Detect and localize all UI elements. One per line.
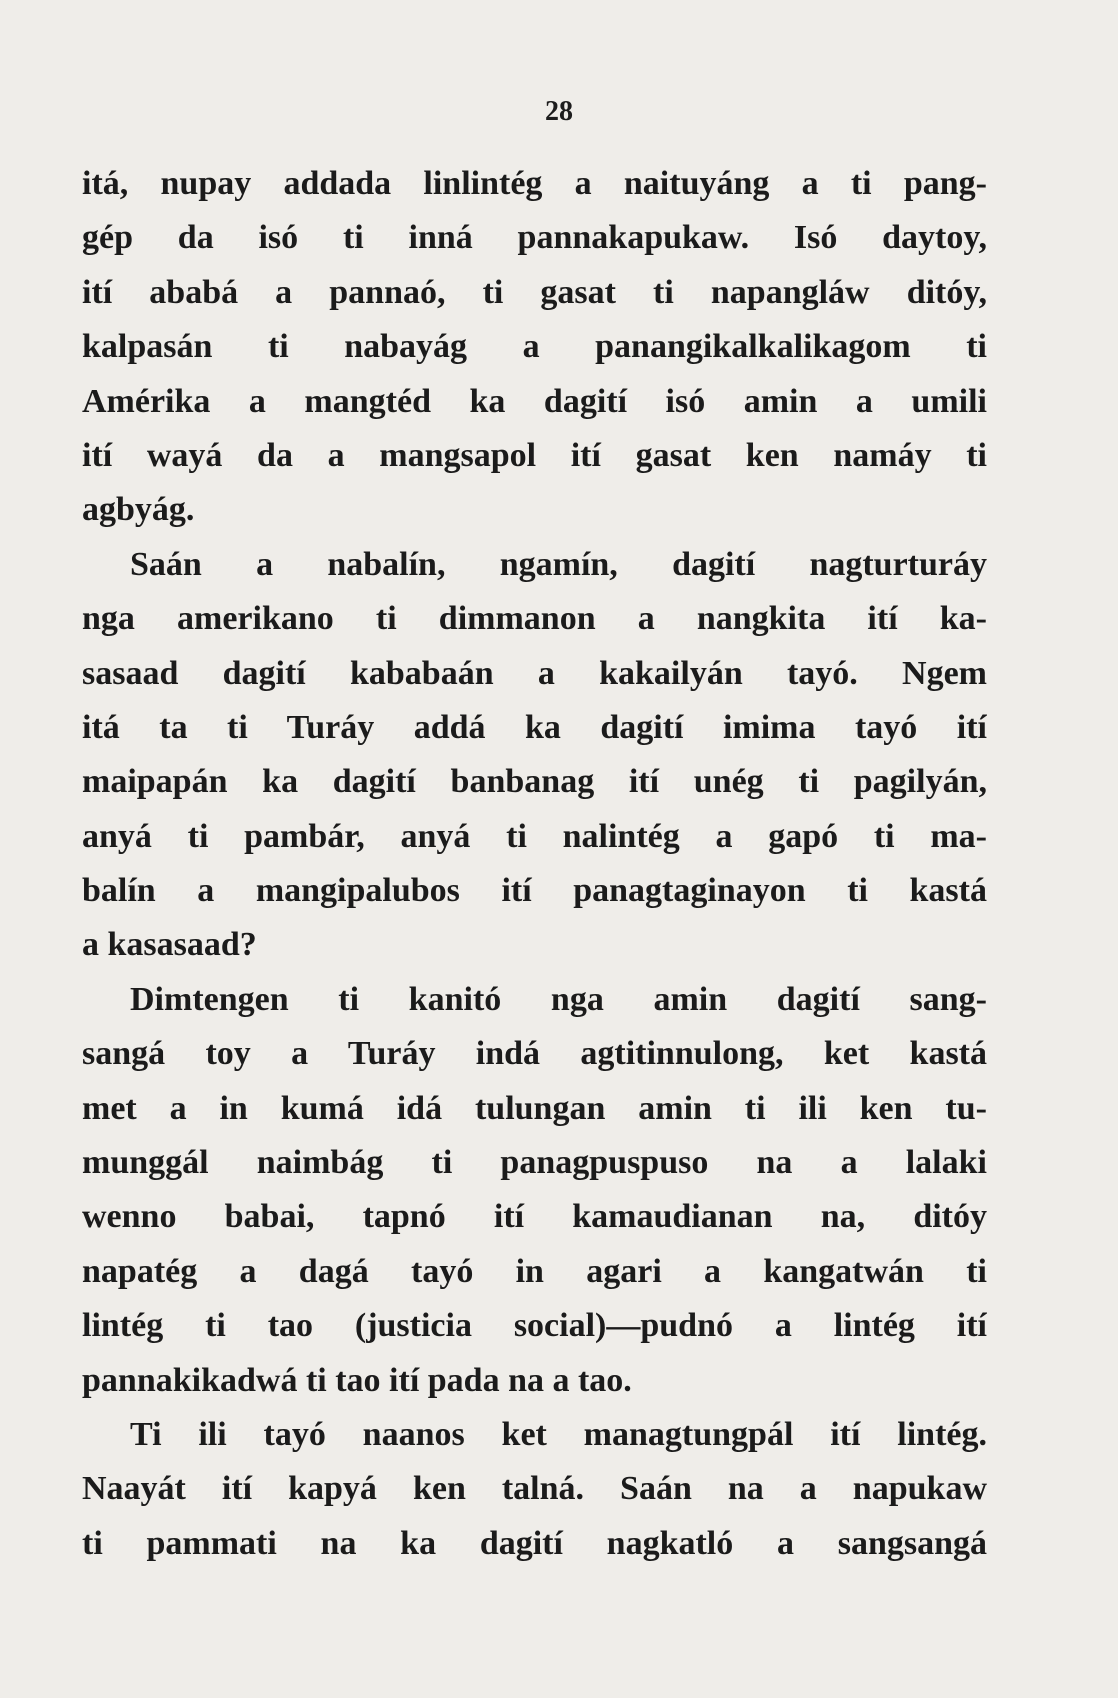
text-line: sasaad dagití kababaán a kakailyán tayó. Ngem	[82, 654, 987, 692]
text-line: itá ta ti Turáy addá ka dagití imima tayó ití	[82, 708, 987, 746]
paragraph-3	[82, 973, 987, 1408]
text-line: maipapán ka dagití banbanag ití unég ti pagilyán,	[82, 763, 987, 801]
text-line: a kasasaad?	[82, 926, 257, 964]
text-line: agbyág.	[82, 491, 195, 529]
text-line: kalpasán ti nabayág a panangikalkalikagom ti	[82, 328, 987, 366]
body-text	[82, 157, 987, 1571]
paragraph-2	[82, 538, 987, 973]
text-line: Amérika a mangtéd ka dagití isó amin a umili	[82, 382, 987, 420]
text-line: Naayát ití kapyá ken talná. Saán na a napukaw	[82, 1470, 987, 1508]
text-line: gép da isó ti inná pannakapukaw. Isó daytoy,	[82, 219, 987, 257]
paragraph-1	[82, 157, 987, 538]
text-line: itá, nupay addada linlintég a naituyáng a ti pang-	[82, 165, 987, 202]
text-line: ti pammati na ka dagití nagkatló a sangsangá	[82, 1524, 987, 1562]
text-line: sangá toy a Turáy indá agtitinnulong, ket kastá	[82, 1035, 987, 1073]
text-line: lintég ti tao (justicia social)—pudnó a lintég ití	[82, 1307, 987, 1345]
paragraph-4	[82, 1408, 987, 1571]
text-line: wenno babai, tapnó ití kamaudianan na, ditóy	[82, 1198, 987, 1236]
text-line: Ti ili tayó naanos ket managtungpál ití lintég.	[130, 1415, 987, 1453]
text-line: anyá ti pambár, anyá ti nalintég a gapó ti ma-	[82, 817, 987, 855]
text-line: balín a mangipalubos ití panagtaginayon ti kastá	[82, 872, 987, 910]
text-line: nga amerikano ti dimmanon a nangkita ití ka-	[82, 600, 987, 638]
text-line: napatég a dagá tayó in agari a kangatwán ti	[82, 1252, 987, 1290]
text-line: Dimtengen ti kanitó nga amin dagití sang-	[130, 980, 987, 1018]
text-line: pannakikadwá ti tao ití pada na a tao.	[82, 1361, 632, 1399]
text-line: met a in kumá idá tulungan amin ti ili ken tu-	[82, 1089, 987, 1127]
text-line: munggál naimbág ti panagpuspuso na a lalaki	[82, 1144, 987, 1182]
page-number: 28	[545, 96, 573, 127]
text-line: ití wayá da a mangsapol ití gasat ken namáy ti	[82, 436, 987, 474]
text-line: ití ababá a pannaó, ti gasat ti napangláw ditóy,	[82, 273, 987, 311]
text-line: Saán a nabalín, ngamín, dagití nagturturáy	[130, 545, 987, 583]
